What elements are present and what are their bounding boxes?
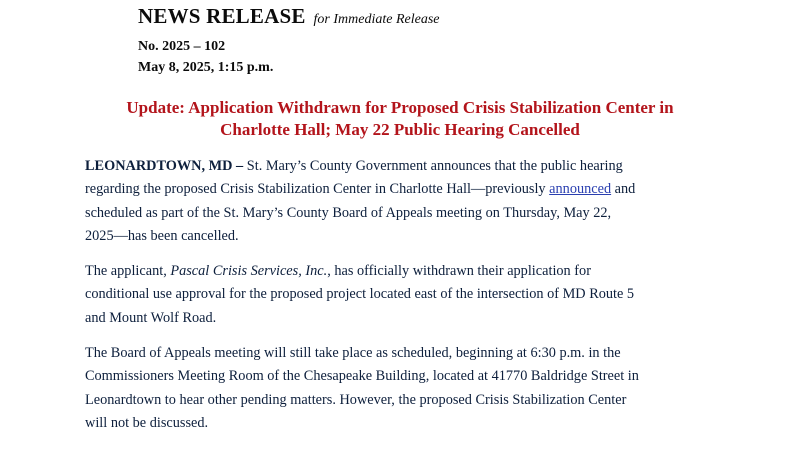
paragraph-text: and — [611, 181, 636, 198]
release-subtitle: for Immediate Release — [313, 12, 440, 27]
headline — [60, 97, 740, 141]
paragraph-line: Commissioners Meeting Room of the Chesapeake Building, located at 41770 Baldridge Street in — [85, 368, 639, 385]
paragraph-line: will not be discussed. — [85, 414, 209, 431]
paragraph-meeting — [85, 342, 725, 435]
paragraph-line — [85, 260, 725, 283]
paragraph-withdrawal — [85, 260, 725, 330]
paragraph-line: Leonardtown to hear other pending matters. However, the proposed Crisis Stabilization Center — [85, 391, 627, 408]
paragraph-text: St. Mary’s County Government announces that the public hearing — [243, 158, 623, 174]
paragraph-text: , has officially withdrawn their application for — [327, 263, 591, 279]
paragraph-text: The applicant, — [85, 263, 171, 279]
paragraph-announcement — [85, 155, 725, 248]
paragraph-text: regarding the proposed Crisis Stabilization Center in Charlotte Hall—previously — [85, 181, 550, 198]
paragraph-line: conditional use approval for the proposed project located east of the intersection of MD Route 5 — [85, 286, 635, 303]
release-header — [138, 4, 440, 29]
paragraph-line: 2025—has been cancelled. — [85, 227, 239, 244]
announced-link[interactable]: announced — [549, 181, 612, 198]
dateline: LEONARDTOWN, MD – — [85, 158, 244, 174]
paragraph-line — [85, 178, 725, 201]
release-date: May 8, 2025, 1:15 p.m. — [138, 60, 274, 75]
release-number: No. 2025 – 102 — [138, 39, 226, 54]
paragraph-line: and Mount Wolf Road. — [85, 309, 217, 326]
headline-line-1: Update: Application Withdrawn for Proposed Crisis Stabilization Center in — [126, 98, 674, 117]
release-title: NEWS RELEASE — [138, 4, 306, 28]
paragraph-line: scheduled as part of the St. Mary’s County Board of Appeals meeting on Thursday, May 22, — [85, 204, 612, 221]
paragraph-line: The Board of Appeals meeting will still take place as scheduled, beginning at 6:30 p.m. in the — [85, 345, 621, 361]
applicant-name: Pascal Crisis Services, Inc. — [170, 263, 328, 279]
headline-line-2: Charlotte Hall; May 22 Public Hearing Cancelled — [220, 120, 580, 139]
paragraph-line — [85, 155, 725, 178]
